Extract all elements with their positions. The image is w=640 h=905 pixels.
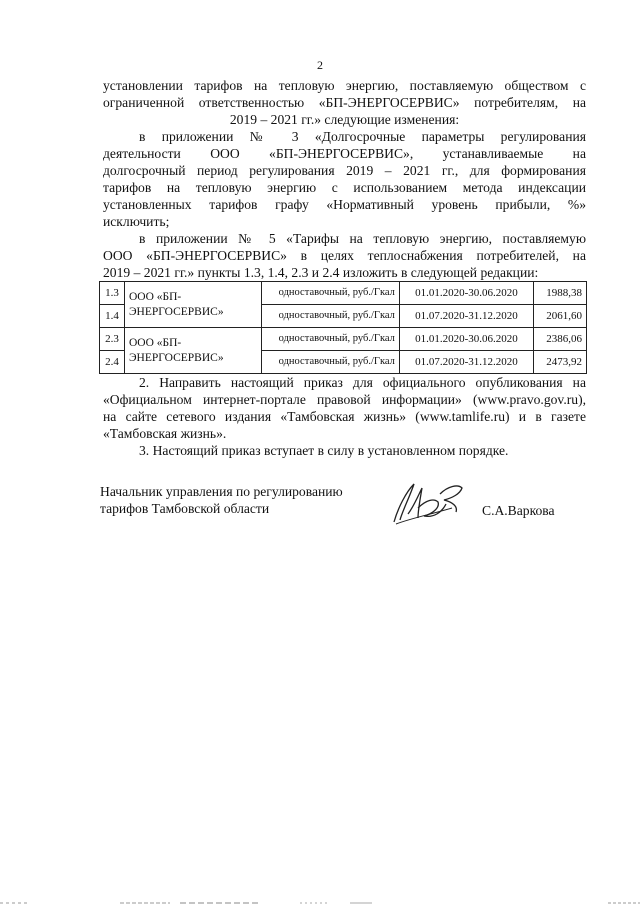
- text-line: ограниченной ответственностью «БП-ЭНЕРГОСЕРВИС» потребителям, на: [103, 95, 586, 110]
- handwritten-signature: [388, 478, 468, 528]
- text-line: тарифов Тамбовской области: [100, 501, 270, 516]
- tariff-value-cell: 2386,06: [534, 328, 587, 351]
- organization-cell: ООО «БП-ЭНЕРГОСЕРВИС»: [124, 282, 261, 328]
- text-line: «Тамбовская жизнь».: [103, 426, 227, 441]
- row-number: 1.3: [100, 282, 125, 305]
- text-line: «Официальном интернет-портале правовой информации» (www.pravo.gov.ru),: [103, 392, 586, 407]
- text-line: 2019 – 2021 гг.» следующие изменения:: [229, 112, 460, 127]
- tariff-kind-cell: одноставочный, руб./Гкал: [261, 328, 399, 351]
- item-2-paragraph: [103, 374, 586, 442]
- text-line: исключить;: [103, 214, 170, 229]
- intro-paragraph: [103, 77, 586, 128]
- period-cell: 01.07.2020-31.12.2020: [399, 305, 533, 328]
- text-line: 3. Настоящий приказ вступает в силу в установленном порядке.: [139, 443, 509, 458]
- text-line: установлении тарифов на тепловую энергию, поставляемую обществом с: [103, 78, 586, 93]
- table-row: [100, 282, 587, 305]
- item-3-paragraph: [103, 442, 586, 459]
- period-cell: 01.07.2020-31.12.2020: [399, 351, 533, 374]
- tariff-value-cell: 2061,60: [534, 305, 587, 328]
- tariff-kind-cell: одноставочный, руб./Гкал: [261, 282, 399, 305]
- text-line: 2. Направить настоящий приказ для официального опубликования на: [139, 375, 586, 390]
- text-line: 2019 – 2021 гг.» пункты 1.3, 1.4, 2.3 и 2.4 изложить в следующей редакции:: [103, 265, 539, 280]
- row-number: 1.4: [100, 305, 125, 328]
- page-number: 2: [317, 58, 323, 72]
- row-number: 2.4: [100, 351, 125, 374]
- row-number: 2.3: [100, 328, 125, 351]
- text-line: в приложении № 3 «Долгосрочные параметры регулирования: [139, 129, 586, 144]
- text-line: в приложении № 5 «Тарифы на тепловую энергию, поставляемую: [139, 231, 586, 246]
- tariff-kind-cell: одноставочный, руб./Гкал: [261, 305, 399, 328]
- period-cell: 01.01.2020-30.06.2020: [399, 282, 533, 305]
- tariff-value-cell: 1988,38: [534, 282, 587, 305]
- text-line: на сайте сетевого издания «Тамбовская жизнь» (www.tamlife.ru) и в газете: [103, 409, 586, 424]
- signatory-name: С.А.Варкова: [482, 503, 555, 518]
- tariff-value-cell: 2473,92: [534, 351, 587, 374]
- text-line: тарифов на тепловую энергию с использованием метода индексации: [103, 180, 586, 195]
- signatory-position: [100, 483, 343, 517]
- text-line: Начальник управления по регулированию: [100, 484, 343, 499]
- organization-cell: ООО «БП-ЭНЕРГОСЕРВИС»: [124, 328, 261, 374]
- text-line: деятельности ООО «БП-ЭНЕРГОСЕРВИС», устанавливаемые на: [103, 146, 586, 161]
- period-cell: 01.01.2020-30.06.2020: [399, 328, 533, 351]
- tariff-table: [99, 281, 587, 374]
- scan-edge-artifact: [0, 893, 640, 905]
- item-appendix-3: [103, 128, 586, 230]
- item-appendix-5: [103, 230, 586, 281]
- text-line: долгосрочный период регулирования 2019 – 2021 гг., для формирования: [103, 163, 586, 178]
- text-line: ООО «БП-ЭНЕРГОСЕРВИС» в целях теплоснабжения потребителей, на: [103, 248, 586, 263]
- tariff-kind-cell: одноставочный, руб./Гкал: [261, 351, 399, 374]
- text-line: установленных тарифов графу «Нормативный уровень прибыли, %»: [103, 197, 586, 212]
- table-row: [100, 328, 587, 351]
